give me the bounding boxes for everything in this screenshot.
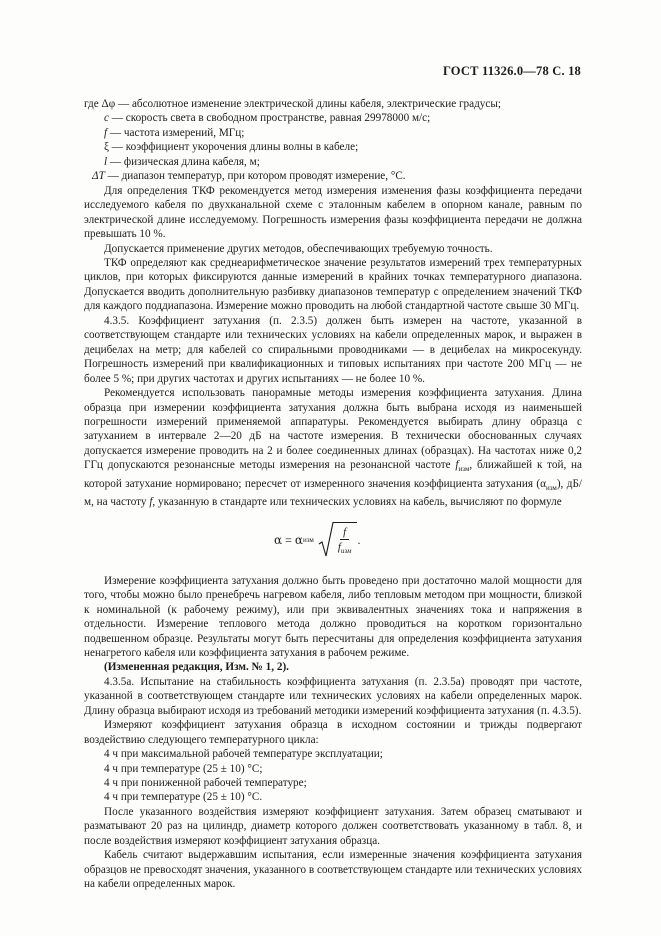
paragraph: Рекомендуется использовать панорамные методы измерения коэффициента затухания. Длина образца при измерении коэффициента затухания должна быть выбрана исходя из наименьшей погрешности измерений применяемой аппаратуры. Рекомендуется выбирать длину образца с затуханием в интервале 2—20 дБ на частоте измерения. В технически обоснованных случаях допускается измерение проводить на 2 и более соединенных длинах (образцах). На частотах ниже 0,2 ГГц допускаются резонансные методы измерения на резонансной частоте $f_{изм}$, ближайшей к той, на которой затухание нормировано; пересчет от измеренного значения коэффициента затухания $(\alpha_{изм})$, дБ/м, на частоту f, указанную в стандарте или технических условиях на кабель, вычисляют по формуле [84, 387, 582, 509]
definition-delta-t: ΔT — диапазон температур, при котором проводят измерение, °С. [92, 170, 406, 183]
cycle-step: 4 ч при температуре (25 ± 10) °С; [104, 762, 263, 775]
page-header: ГОСТ 11326.0—78 С. 18 [442, 64, 581, 78]
paragraph: Измеряют коэффициент затухания образца в исходном состоянии и трижды подвергают воздействию следующего температурного цикла: [84, 719, 582, 746]
attenuation-formula: α = α изм $\frac{f}{f_{изм}}$ . [84, 516, 582, 568]
paragraph: Измерение коэффициента затухания должно быть проведено при достаточно малой мощности для того, чтобы можно было пренебречь нагревом кабеля, либо тепловым методом при мощности, близкой к номинальной (к рабочему режиму), или при эквивалентных значениях тока и напряжения в отдельности. Измерение теплового метода должно проводиться на коротком горизонтально подвешенном образце. Результаты могут быть пересчитаны для определения коэффициента затухания ненагретого кабеля или коэффициента затухания в рабочем режиме. [84, 574, 582, 659]
definition-c: c — скорость света в свободном пространстве, равная 29978000 м/с; [104, 112, 431, 125]
paragraph: Допускается применение других методов, обеспечивающих требуемую точность. [104, 242, 493, 255]
paragraph-4-3-5: 4.3.5. Коэффициент затухания (п. 2.3.5) должен быть измерен на частоте, указанной в соответствующем стандарте или технических условиях на кабели определенных марок, и выражен в децибелах на метр; для кабелей со спиральными проводниками — в децибелах на микросекунду. Погрешность измерений при квалификационных и типовых испытаниях при частоте 200 МГц — не более 5 %; при других частотах и других испытаниях — не более 10 %. [84, 314, 582, 385]
paragraph: После указанного воздействия измеряют коэффициент затухания. Затем образец сматывают и разматывают 20 раз на цилиндр, диаметр которого должен соответствовать указанному в табл. 8, и после воздействия измеряют коэффициент затухания образца. [84, 805, 582, 847]
definition-xi: ξ — коэффициент укорочения длины волны в кабеле; [104, 141, 359, 154]
paragraph-4-3-5a: 4.3.5а. Испытание на стабильность коэффициента затухания (п. 2.3.5а) проводят при частоте, указанной в соответствующем стандарте или технических условиях на кабели определенных марок. Длину образца выбирают исходя из требований методики измерений коэффициента затухания (п. 4.3.5). [84, 675, 582, 717]
square-root-icon [318, 522, 334, 558]
document-body [84, 97, 582, 892]
definition-f: f — частота измерений, МГц; [104, 126, 245, 139]
paragraph: Кабель считают выдержавшим испытания, если измеренные значения коэффициента затухания образцов не превосходят значения, указанного в соответствующем стандарте или технических условиях на кабели определенных марок. [84, 849, 582, 891]
definition-l: l — физическая длина кабеля, м; [104, 155, 260, 168]
paragraph: ТКФ определяют как среднеарифметическое значение результатов измерений трех температурных циклов, при которых фиксируются данные измерений в крайних точках температурного диапазона. Допускается вводить дополнительную разбивку диапазонов температур с определением значений ТКФ для каждого поддиапазона. Измерение можно проводить на любой стандартной частоте свыше 30 МГц. [84, 256, 582, 313]
variable-definitions [84, 97, 582, 184]
paragraph: Для определения ТКФ рекомендуется метод измерения изменения фазы коэффициента передачи исследуемого кабеля по двухканальной схеме с эталонным кабелем в опорном канале, равным по электрической длине исследуемому. Погрешность измерения фазы коэффициента передачи не должна превышать 10 %. [84, 184, 582, 241]
frequency-ratio: $\frac{f}{f_{изм}}$ [337, 525, 352, 556]
definition-delta-phi: где Δφ — абсолютное изменение электрической длины кабеля, электрические градусы; [84, 98, 501, 110]
cycle-step: 4 ч при максимальной рабочей температуре эксплуатации; [104, 748, 383, 761]
cycle-step: 4 ч при температуре (25 ± 10) °С. [104, 791, 263, 804]
cycle-step: 4 ч при пониженной рабочей температуре; [104, 777, 307, 790]
amendment-note: (Измененная редакция, Изм. № 1, 2). [104, 661, 289, 674]
